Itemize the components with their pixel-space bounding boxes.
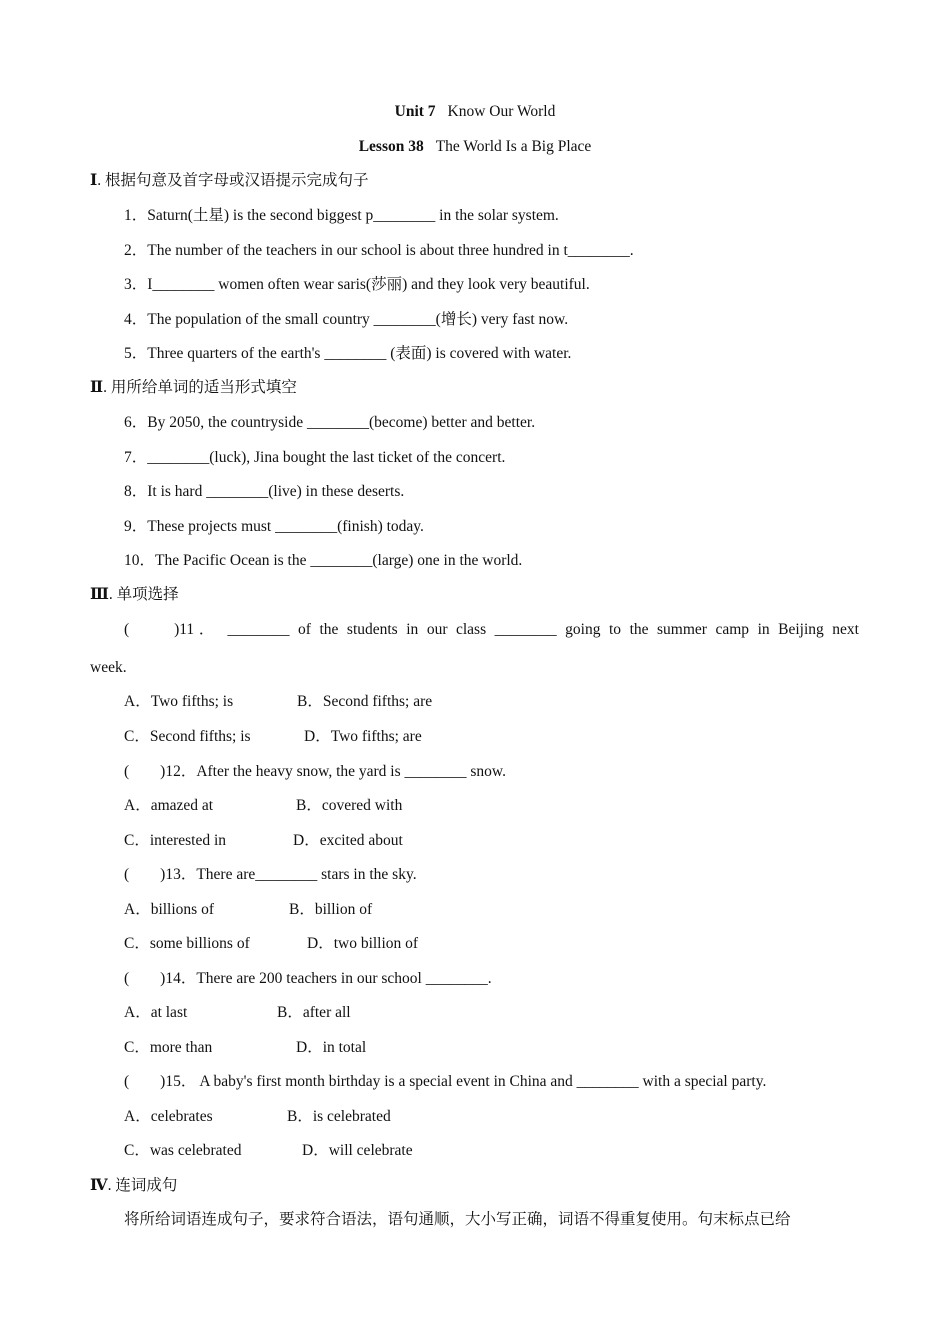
question-14-option-d: D．in total (296, 1039, 367, 1056)
question-14-option-c: C．more than (124, 1039, 213, 1056)
section-2-heading (90, 378, 297, 398)
question-3: 3．I________ women often wear saris(莎丽) and they look very beautiful. (124, 276, 590, 293)
question-14-option-a: A．at last (124, 1004, 188, 1021)
question-11-option-d: D．Two fifths; are (304, 728, 422, 745)
question-12-option-a: A．amazed at (124, 797, 214, 814)
question-8: 8．It is hard ________(live) in these deserts. (124, 483, 405, 500)
question-5: 5．Three quarters of the earth's ________ (表面) is covered with water. (124, 345, 572, 362)
question-14-option-b: B．after all (277, 1004, 351, 1021)
section-4-number: Ⅳ (90, 1177, 108, 1194)
section-3-heading (90, 585, 179, 605)
section-3-number: Ⅲ (90, 586, 109, 603)
section-1-title: . 根据句意及首字母或汉语提示完成句子 (97, 172, 369, 189)
question-14-stem: ( )14．There are 200 teachers in our school ________. (124, 970, 492, 987)
question-15-option-b: B．is celebrated (287, 1108, 391, 1125)
lesson-title: The World Is a Big Place (435, 138, 592, 155)
question-4: 4．The population of the small country ________(增长) very fast now. (124, 311, 569, 328)
question-11-stem-continued: week. (90, 659, 127, 676)
section-2-number: Ⅱ (90, 379, 104, 396)
lesson-number: Lesson 38 (358, 138, 424, 155)
question-7: 7．________(luck), Jina bought the last ticket of the concert. (124, 449, 506, 466)
question-12-stem: ( )12．After the heavy snow, the yard is ________ snow. (124, 763, 506, 780)
question-15-stem: ( )15． A baby's first month birthday is a special event in China and ________ with a special party. (124, 1073, 767, 1090)
question-9: 9．These projects must ________(finish) today. (124, 518, 424, 535)
question-1: 1．Saturn(土星) is the second biggest p________ in the solar system. (124, 207, 559, 224)
unit-number: Unit 7 (394, 103, 436, 120)
section-3-title: . 单项选择 (108, 586, 179, 603)
question-13-option-c: C．some billions of (124, 935, 250, 952)
question-13-option-d: D．two billion of (307, 935, 419, 952)
question-13-option-a: A．billions of (124, 901, 214, 918)
section-4-heading (90, 1176, 177, 1196)
section-4-title: . 连词成句 (107, 1177, 178, 1194)
section-2-title: . 用所给单词的适当形式填空 (103, 379, 297, 396)
question-13-stem: ( )13．There are________ stars in the sky. (124, 866, 417, 883)
question-12-option-c: C．interested in (124, 832, 227, 849)
question-10: 10．The Pacific Ocean is the ________(large) one in the world. (124, 552, 523, 569)
question-12-option-b: B．covered with (296, 797, 403, 814)
unit-title: Know Our World (447, 103, 556, 120)
section-4-instruction: 将所给词语连成句子，要求符合语法，语句通顺，大小写正确，词语不得重复使用。句末标点已给 (124, 1211, 791, 1228)
lesson-heading (0, 137, 950, 157)
section-1-heading (90, 171, 369, 191)
question-11-option-a: A．Two fifths; is (124, 693, 234, 710)
question-15-option-a: A．celebrates (124, 1108, 213, 1125)
question-2: 2．The number of the teachers in our school is about three hundred in t________. (124, 242, 634, 259)
question-11-stem: ( )11． ________ of the students in our class ________ going to the summer camp in Beijing next (124, 621, 859, 638)
question-15-option-c: C．was celebrated (124, 1142, 242, 1159)
question-15-option-d: D．will celebrate (302, 1142, 413, 1159)
section-1-number: Ⅰ (90, 172, 98, 189)
question-11-option-b: B．Second fifths; are (297, 693, 433, 710)
question-11-option-c: C．Second fifths; is (124, 728, 251, 745)
unit-heading (0, 102, 950, 122)
question-13-option-b: B．billion of (289, 901, 373, 918)
question-12-option-d: D．excited about (293, 832, 403, 849)
question-6: 6．By 2050, the countryside ________(become) better and better. (124, 414, 536, 431)
